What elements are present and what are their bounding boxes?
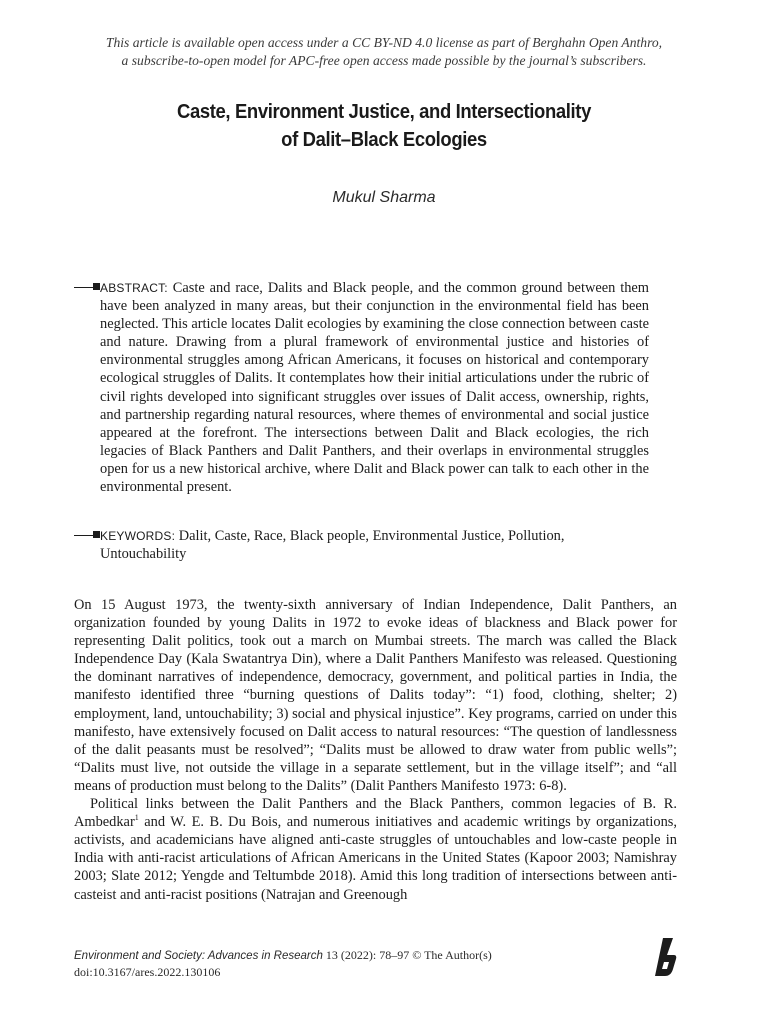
body-paragraph-2: [74, 795, 677, 904]
keywords: [100, 527, 649, 563]
title-line-1: Caste, Environment Justice, and Intersectionality: [176, 100, 591, 123]
abstract-text: Caste and race, Dalits and Black people, and the common ground between them have been analyzed in many areas, but their conjunction in the environmental field has been neglected. This article locates Dalit ecologies by examining the close connection between caste and nature. Drawing from a plural framework of environmental justice and histories of environmental struggles among African Americans, it focuses on historical and contemporary ecological struggles of Dalits. It contemplates how their initial articulations under the rubric of civil rights developed into significant struggles over issues of Dalit access, ownership, rights, and partnership regarding natural resources, where themes of environmental and social justice appeared at the forefront. The intersections between Dalit and Black ecologies, the rich legacies of Black Panthers and Dalit Panthers, and their overlaps in environmental struggles open for us a new historical archive, where Dalit and Black power can talk to each other in the environmental present.: [100, 280, 649, 496]
square-bullet-icon: [74, 530, 100, 538]
title-line-2: of Dalit–Black Ecologies: [281, 128, 487, 151]
doi[interactable]: doi:10.3167/ares.2022.130106: [74, 965, 221, 979]
author-name: Mukul Sharma: [332, 189, 436, 206]
berghahn-logo-icon: [655, 938, 677, 978]
paragraph-2-text-end: and W. E. B. Du Bois, and numerous initiatives and academic writings by organizations, activists, and academicians have aligned anti-caste struggles of untouchables and low-caste people in India with anti-racist articulations of African Americans in the United States (Kapoor 2003; Namishray 2003; Slate 2012; Yengde and Teltumbde 2018). Amid this long tradition of intersections between anti-casteist and anti-racist positions (Natrajan and Greenough: [74, 814, 677, 903]
notice-line-2: a subscribe-to-open model for APC-free open access made possible by the journal’s subscribers.: [121, 53, 647, 68]
citation-details: 13 (2022): 78–97 © The Author(s): [322, 948, 492, 962]
abstract: [100, 279, 649, 496]
paragraph-2-text-start: Political links between the Dalit Panthers and the Black Panthers, common legacies of B. R. Ambedkar: [74, 796, 677, 831]
footnote-reference[interactable]: 1: [134, 813, 139, 823]
body-paragraph-1: On 15 August 1973, the twenty-sixth anniversary of Indian Independence, Dalit Panthers, an organization founded by young Dalits in 1972 to evoke ideas of blackness and Black power for representing Dalit politics, took out a march on Mumbai streets. The march was called the Black Independence Day (Kala Swatantrya Din), where a Dalit Panthers Manifesto was released. Questioning the dominant narratives of independence, democracy, government, and political parties in India, the manifesto identified three “burning questions of Dalits today”: “1) food, clothing, shelter; 2) employment, land, untouchability; 3) social and physical injustice”. Key programs, carried on under this manifesto, have extensively focused on Dalit access to natural resources: “The question of landlessness of the dalit peasants must be resolved”; “Dalits must be allowed to draw water from public wells”; “Dalits must live, not outside the village in a separate settlement, but in the village itself”; and “all means of production must belong to the Dalits” (Dalit Panthers Manifesto 1973: 6-8).: [74, 597, 677, 794]
journal-name: Environment and Society: Advances in Research: [74, 950, 323, 962]
open-access-notice: [40, 34, 728, 70]
article-title: [74, 98, 693, 154]
keywords-text: Dalit, Caste, Race, Black people, Environmental Justice, Pollution, Untouchability: [100, 528, 565, 563]
citation-line: [74, 947, 634, 964]
page-footer: [74, 947, 634, 980]
keywords-label: KEYWORDS:: [100, 529, 176, 543]
abstract-label: ABSTRACT:: [100, 281, 168, 295]
square-bullet-icon: [74, 282, 100, 290]
article-body: [74, 596, 677, 904]
notice-line-1: This article is available open access under a CC BY-ND 4.0 license as part of Berghahn Open Anthro,: [105, 35, 663, 50]
